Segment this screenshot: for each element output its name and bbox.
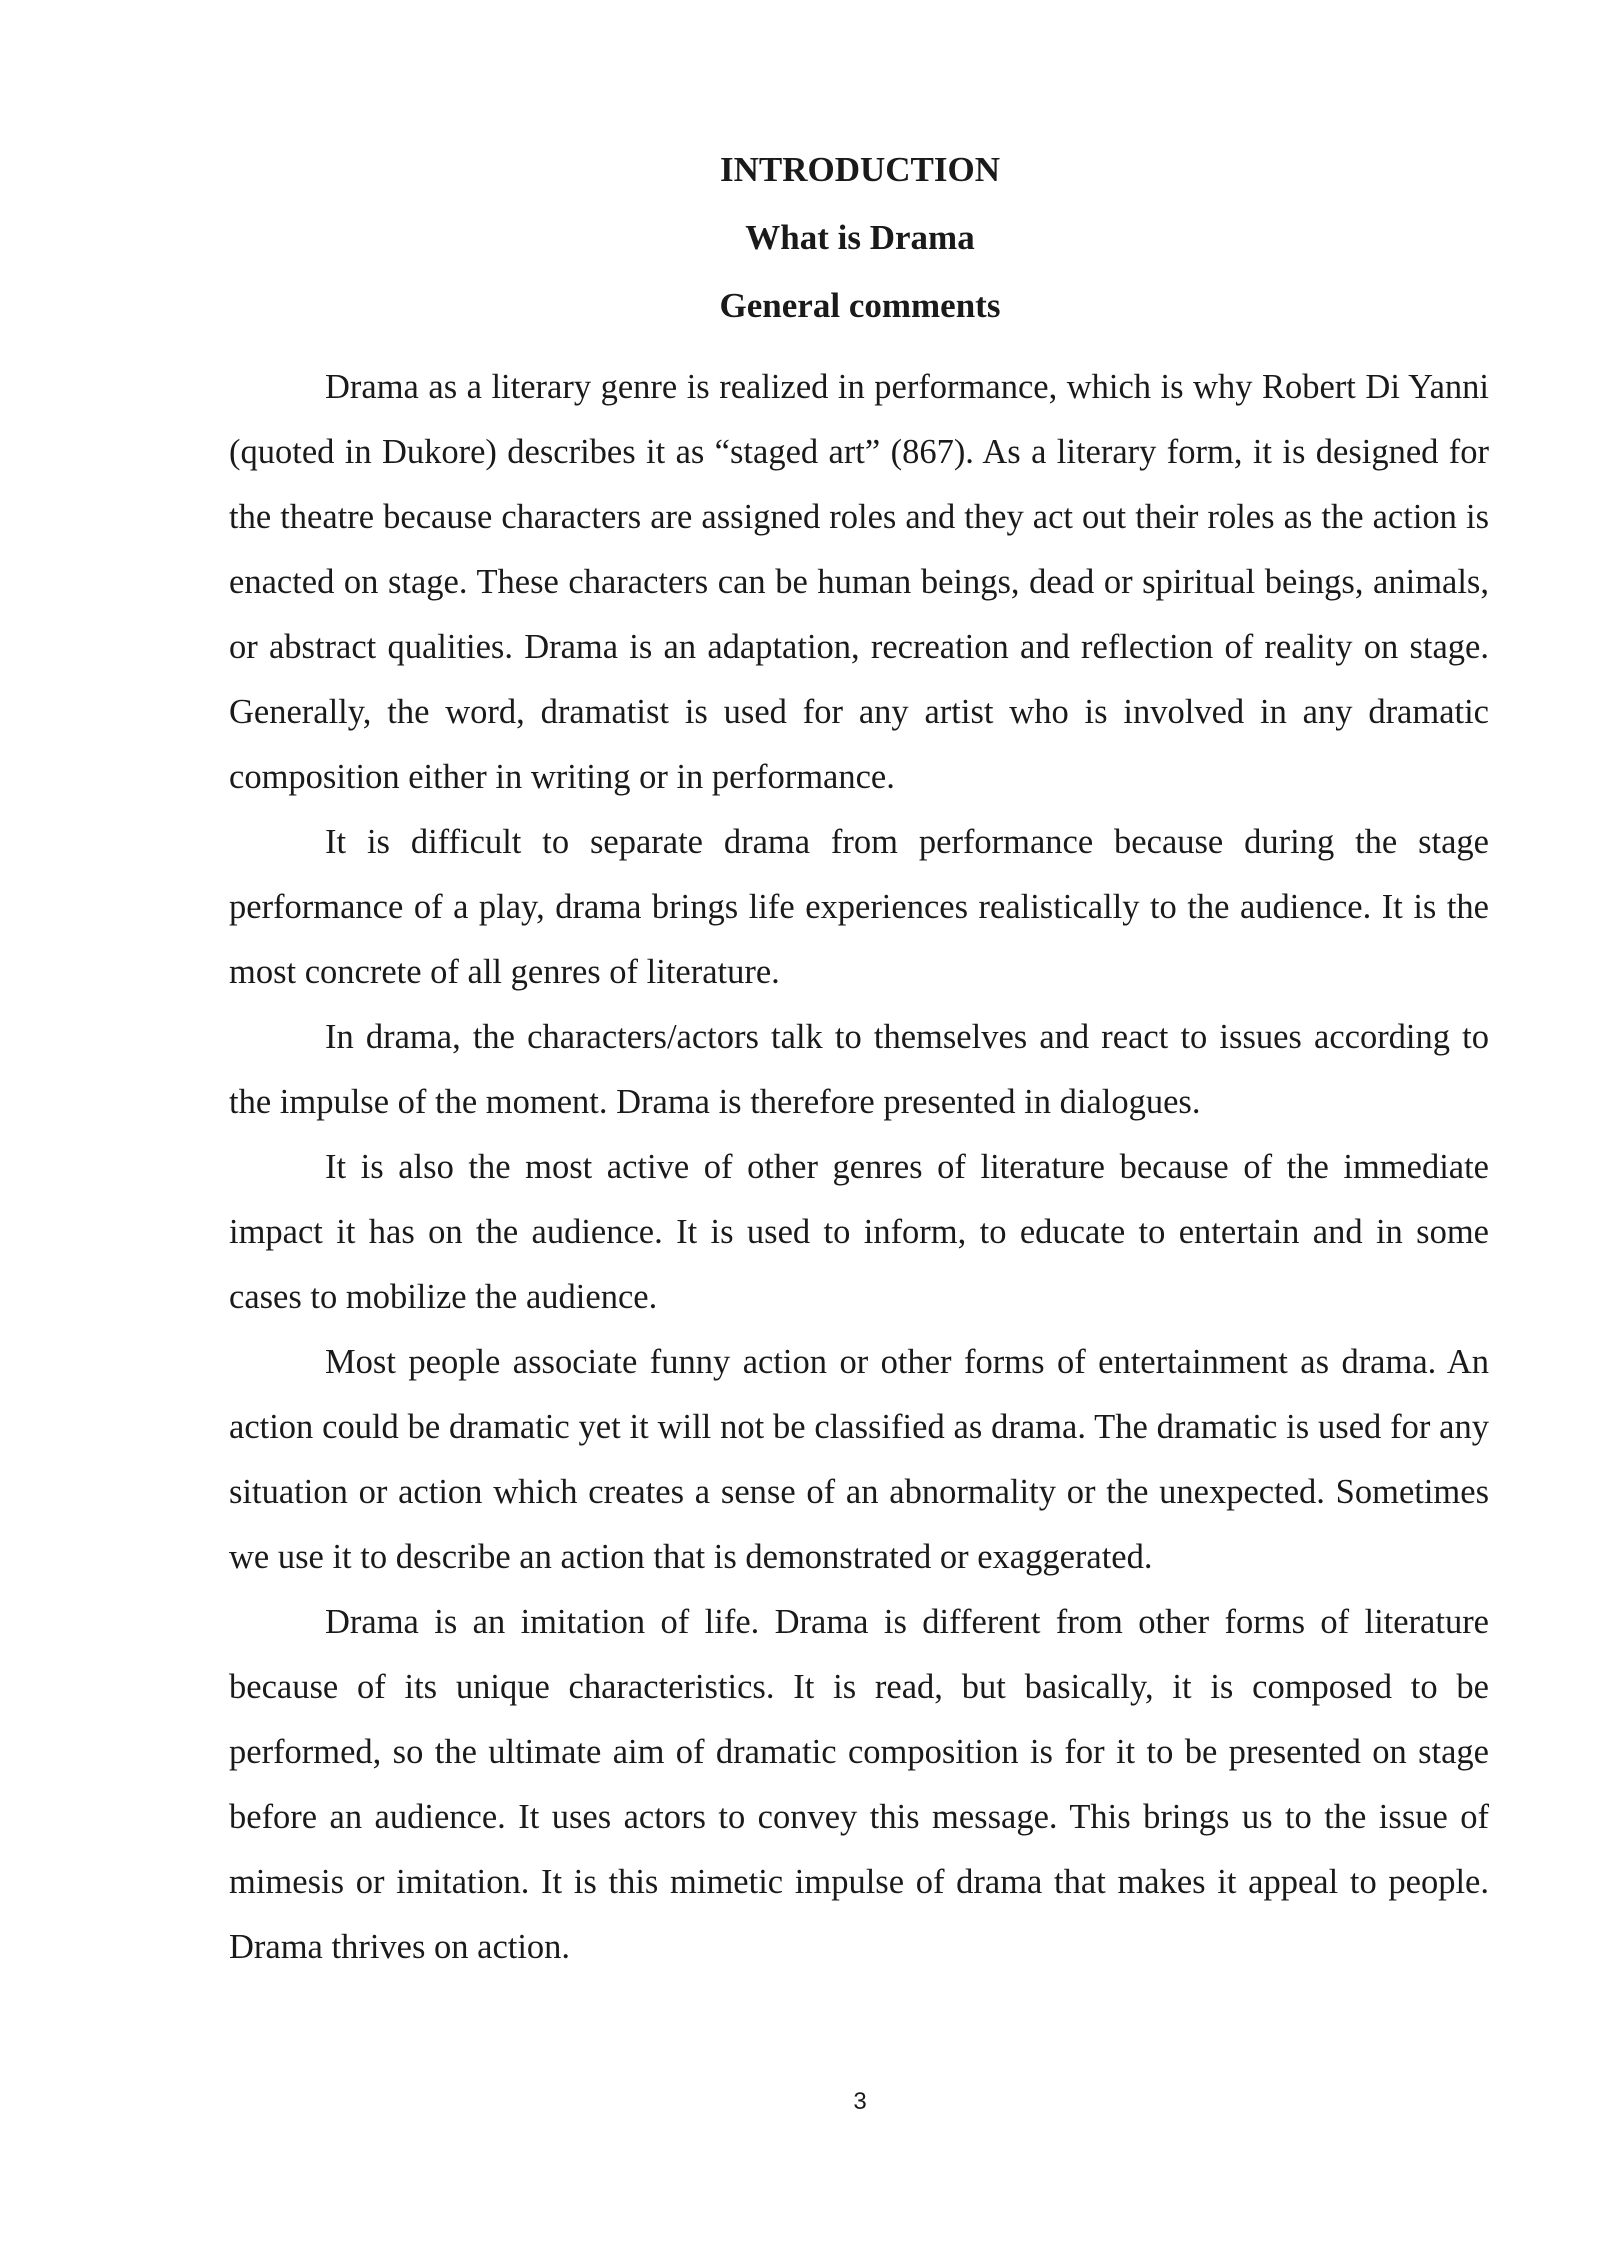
- page-subtitle: What is Drama: [745, 218, 975, 257]
- section-heading: General comments: [719, 286, 1001, 325]
- page-title: INTRODUCTION: [719, 150, 1001, 189]
- paragraph-2: It is difficult to separate drama from performance because during the stage performance of a play, drama brings life experiences realistically to the audience. It is the most concrete of all genres of literature.: [229, 823, 1489, 991]
- body-text: [229, 355, 1489, 1980]
- paragraph-6: Drama is an imitation of life. Drama is different from other forms of literature because of its unique characteristics. It is read, but basically, it is composed to be performed, so the ultimate aim of dramatic composition is for it to be presented on stage before an audience. It uses actors to convey this message. This brings us to the issue of mimesis or imitation. It is this mimetic impulse of drama that makes it appeal to people. Drama thrives on action.: [229, 1603, 1489, 1966]
- page-number: 3: [853, 2088, 867, 2115]
- paragraph-3: In drama, the characters/actors talk to themselves and react to issues according to the impulse of the moment. Drama is therefore presented in dialogues.: [229, 1018, 1489, 1121]
- paragraph-4: It is also the most active of other genres of literature because of the immediate impact it has on the audience. It is used to inform, to educate to entertain and in some cases to mobilize the audience.: [229, 1148, 1489, 1316]
- paragraph-5: Most people associate funny action or other forms of entertainment as drama. An action could be dramatic yet it will not be classified as drama. The dramatic is used for any situation or action which creates a sense of an abnormality or the unexpected. Sometimes we use it to describe an action that is demonstrated or exaggerated.: [229, 1343, 1489, 1576]
- paragraph-1: Drama as a literary genre is realized in performance, which is why Robert Di Yanni (quoted in Dukore) describes it as “staged art” (867). As a literary form, it is designed for the theatre because characters are assigned roles and they act out their roles as the action is enacted on stage. These characters can be human beings, dead or spiritual beings, animals, or abstract qualities. Drama is an adaptation, recreation and reflection of reality on stage. Generally, the word, dramatist is used for any artist who is involved in any dramatic composition either in writing or in performance.: [229, 368, 1489, 796]
